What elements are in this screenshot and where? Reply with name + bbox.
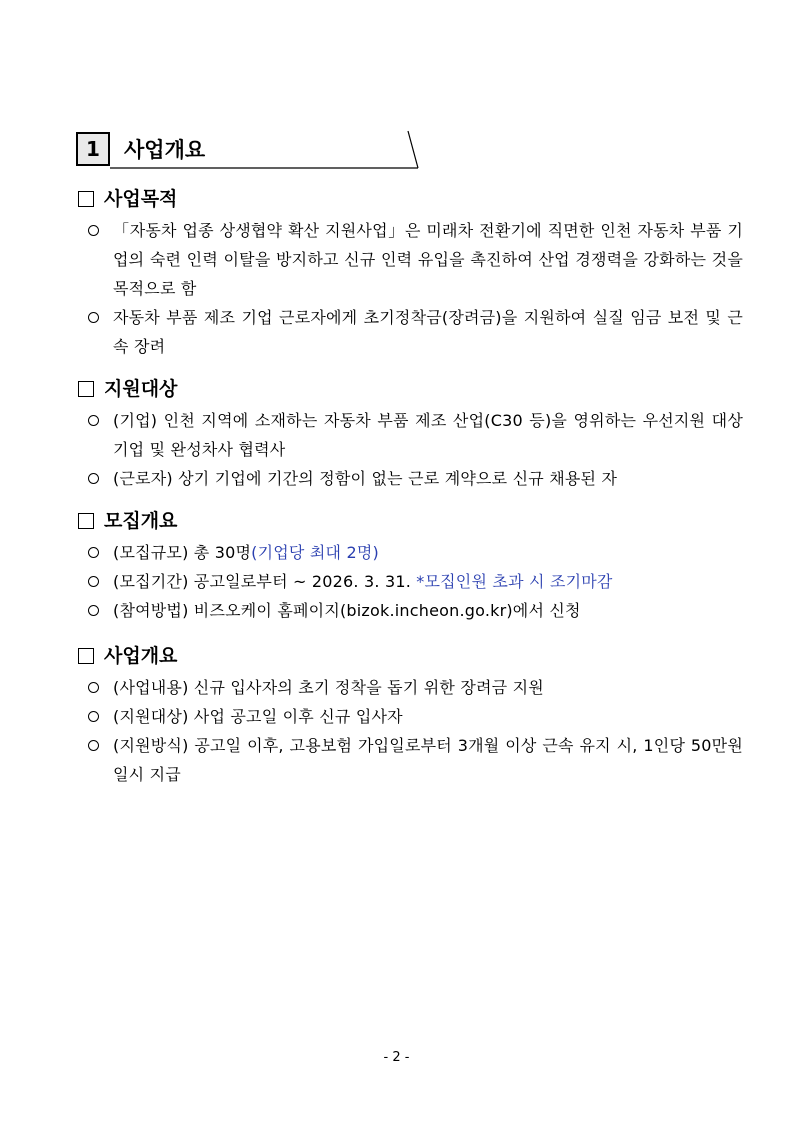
- square-bullet-icon: [78, 191, 94, 207]
- list-item: (근로자) 상기 기업에 기간의 정함이 없는 근로 계약으로 신규 채용된 자: [76, 464, 743, 493]
- early-close-note: *모집인원 초과 시 조기마감: [416, 572, 613, 591]
- circle-bullet-icon: [88, 547, 99, 558]
- list-item: (지원대상) 사업 공고일 이후 신규 입사자: [76, 702, 743, 731]
- list-item: (사업내용) 신규 입사자의 초기 정착을 돕기 위한 장려금 지원: [76, 673, 743, 702]
- recruit-section: [76, 508, 743, 625]
- circle-bullet-icon: [88, 225, 99, 236]
- square-bullet-icon: [78, 648, 94, 664]
- circle-bullet-icon: [88, 605, 99, 616]
- square-bullet-icon: [78, 381, 94, 397]
- list-item: (참여방법) 비즈오케이 홈페이지(bizok.incheon.go.kr)에서 신청: [76, 596, 743, 625]
- recruit-heading: 모집개요: [76, 508, 743, 538]
- overview-section: [76, 643, 743, 789]
- page-number: - 2 -: [383, 1050, 410, 1065]
- purpose-heading: 사업목적: [76, 186, 743, 216]
- circle-bullet-icon: [88, 473, 99, 484]
- list-item: 자동차 부품 제조 기업 근로자에게 초기정착금(장려금)을 지원하여 실질 임금 보전 및 근속 장려: [76, 303, 743, 361]
- section-number: 1: [76, 132, 110, 166]
- section-header: [76, 130, 421, 172]
- list-item: (지원방식) 공고일 이후, 고용보험 가입일로부터 3개월 이상 근속 유지 시, 1인당 50만원 일시 지급: [76, 731, 743, 789]
- circle-bullet-icon: [88, 415, 99, 426]
- circle-bullet-icon: [88, 682, 99, 693]
- target-section: [76, 376, 743, 493]
- target-heading: 지원대상: [76, 376, 743, 406]
- list-item: (모집기간) 공고일로부터 ~ 2026. 3. 31. *모집인원 초과 시 조기마감: [76, 567, 743, 596]
- list-item: 「자동차 업종 상생협약 확산 지원사업」은 미래차 전환기에 직면한 인천 자동차 부품 기업의 숙련 인력 이탈을 방지하고 신규 인력 유입을 촉진하여 산업 경쟁력을 강화하는 것을 목적으로 함: [76, 216, 743, 303]
- list-item: (기업) 인천 지역에 소재하는 자동차 부품 제조 산업(C30 등)을 영위하는 우선지원 대상기업 및 완성차사 협력사: [76, 406, 743, 464]
- section-title: 사업개요: [124, 138, 206, 162]
- circle-bullet-icon: [88, 576, 99, 587]
- recruit-limit-note: (기업당 최대 2명): [251, 543, 379, 562]
- square-bullet-icon: [78, 513, 94, 529]
- circle-bullet-icon: [88, 711, 99, 722]
- purpose-section: [76, 186, 743, 361]
- overview-heading: 사업개요: [76, 643, 743, 673]
- circle-bullet-icon: [88, 740, 99, 751]
- list-item: (모집규모) 총 30명(기업당 최대 2명): [76, 538, 743, 567]
- circle-bullet-icon: [88, 312, 99, 323]
